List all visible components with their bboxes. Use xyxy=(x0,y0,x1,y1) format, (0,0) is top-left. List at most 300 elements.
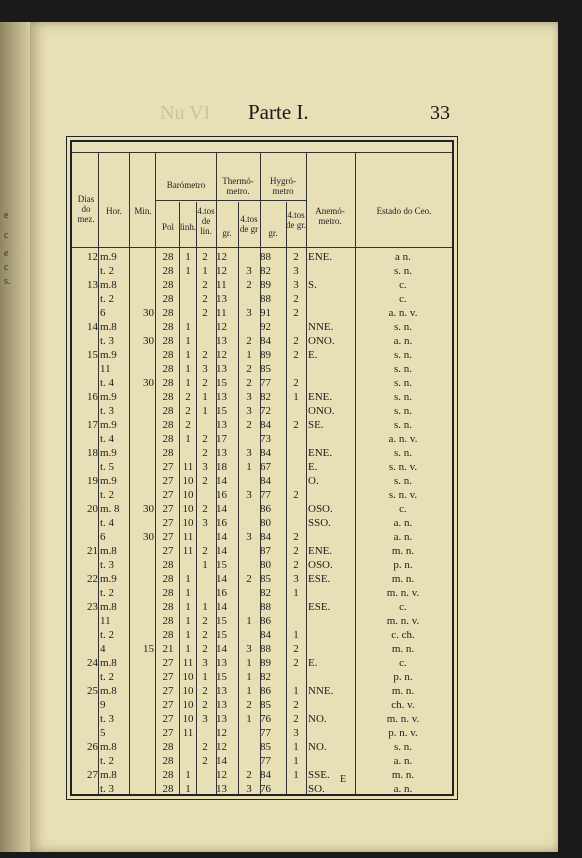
cell-pol: 27 xyxy=(162,727,174,739)
cell-hg: 77 xyxy=(260,755,271,767)
cell-pol: 28 xyxy=(162,293,174,305)
cell-hor: m.8 xyxy=(100,545,117,557)
cell-pol: 27 xyxy=(162,531,174,543)
cell-hg: 85 xyxy=(260,573,271,585)
cell-lin: 11 xyxy=(182,727,194,739)
cell-dia: 18 xyxy=(87,447,98,459)
cell-hor: t. 4 xyxy=(100,517,115,529)
cell-lin: 1 xyxy=(185,377,191,389)
cell-tg: 13 xyxy=(216,685,227,697)
cell-ce: m. n. xyxy=(391,685,415,697)
cell-hg: 84 xyxy=(260,447,271,459)
cell-ce: c. xyxy=(399,601,407,613)
cell-hq: 2 xyxy=(293,699,299,711)
cell-dia: 23 xyxy=(87,601,98,613)
cell-an: E. xyxy=(308,657,318,669)
cell-lin: 10 xyxy=(182,475,194,487)
cell-pol: 28 xyxy=(162,433,174,445)
cell-tg: 11 xyxy=(216,279,227,291)
cell-q1: 2 xyxy=(202,377,208,389)
cell-hq: 1 xyxy=(293,769,299,781)
cell-hor: m. 8 xyxy=(100,503,120,515)
cell-hor: m.8 xyxy=(100,769,117,781)
cell-ce: s. n. xyxy=(393,419,413,431)
cell-pol: 28 xyxy=(162,573,174,585)
cell-lin: 10 xyxy=(182,503,194,515)
cell-hor: 9 xyxy=(100,699,106,711)
cell-hg: 87 xyxy=(260,545,271,557)
cell-tg: 15 xyxy=(216,559,227,571)
cell-ce: c. xyxy=(399,279,407,291)
cell-q1: 2 xyxy=(202,475,208,487)
cell-q1: 2 xyxy=(202,279,208,291)
cell-tg: 13 xyxy=(216,657,227,669)
cell-min: 30 xyxy=(143,503,154,515)
cell-hg: 84 xyxy=(260,531,271,543)
cell-ce: m. n. xyxy=(391,573,415,585)
cell-hq: 2 xyxy=(293,531,299,543)
cell-lin: 1 xyxy=(185,335,191,347)
cell-q1: 2 xyxy=(202,699,208,711)
cell-tq: 2 xyxy=(246,769,252,781)
cell-ce: a. n. xyxy=(393,517,413,529)
cell-tg: 15 xyxy=(216,629,227,641)
cell-hg: 72 xyxy=(260,405,271,417)
cell-tg: 14 xyxy=(216,643,227,655)
cell-tq: 2 xyxy=(246,335,252,347)
cell-tg: 16 xyxy=(216,489,227,501)
cell-hq: 2 xyxy=(293,335,299,347)
cell-q1: 2 xyxy=(202,307,208,319)
cell-lin: 1 xyxy=(185,629,191,641)
header-top-rule xyxy=(72,152,452,153)
header-min: Min. xyxy=(134,206,152,216)
header-barometro: Barómetro xyxy=(166,180,206,190)
cell-hq: 1 xyxy=(293,587,299,599)
cell-hor: t. 3 xyxy=(100,559,115,571)
cell-lin: 1 xyxy=(185,643,191,655)
header-hygro-gr: gr. xyxy=(268,228,278,238)
book-page xyxy=(30,22,558,852)
cell-lin: 1 xyxy=(185,349,191,361)
cell-q1: 2 xyxy=(202,545,208,557)
cell-an: ENE. xyxy=(308,447,333,459)
cell-ce: m. n. v. xyxy=(386,615,420,627)
cell-hor: 11 xyxy=(100,615,111,627)
cell-an: E. xyxy=(308,349,318,361)
cell-tg: 13 xyxy=(216,335,227,347)
header-therm-gr: gr. xyxy=(222,228,232,238)
cell-hg: 86 xyxy=(260,503,271,515)
cell-lin: 1 xyxy=(185,601,191,613)
cell-hq: 1 xyxy=(293,741,299,753)
cell-hg: 88 xyxy=(260,643,271,655)
adjacent-page-edge xyxy=(0,22,30,852)
cell-pol: 27 xyxy=(162,545,174,557)
cell-lin: 10 xyxy=(182,517,194,529)
cell-hq: 2 xyxy=(293,307,299,319)
cell-q1: 2 xyxy=(202,629,208,641)
cell-an: ONO. xyxy=(308,405,335,417)
cell-hg: 77 xyxy=(260,377,271,389)
cell-tg: 14 xyxy=(216,601,227,613)
cell-tg: 14 xyxy=(216,755,227,767)
cell-hg: 73 xyxy=(260,433,271,445)
cell-pol: 28 xyxy=(162,615,174,627)
header-anemometro: Anemó-metro. xyxy=(315,206,345,226)
cell-min: 15 xyxy=(143,643,154,655)
cell-tg: 16 xyxy=(216,587,227,599)
cell-lin: 11 xyxy=(182,657,194,669)
cell-tg: 12 xyxy=(216,321,227,333)
cell-lin: 10 xyxy=(182,713,194,725)
cell-hor: m.9 xyxy=(100,573,117,585)
cell-ce: s. n. xyxy=(393,363,413,375)
cell-q1: 2 xyxy=(202,741,208,753)
cell-ce: s. n. xyxy=(393,447,413,459)
cell-dia: 15 xyxy=(87,349,98,361)
cell-lin: 11 xyxy=(182,545,194,557)
cell-an: NO. xyxy=(308,741,327,753)
cell-tg: 13 xyxy=(216,391,227,403)
cell-dia: 20 xyxy=(87,503,98,515)
cell-hor: m.8 xyxy=(100,657,117,669)
cell-hor: m.9 xyxy=(100,349,117,361)
cell-q1: 2 xyxy=(202,349,208,361)
cell-an: NNE. xyxy=(308,321,334,333)
cell-hq: 1 xyxy=(293,629,299,641)
cell-ce: m. n. v. xyxy=(386,713,420,725)
cell-an: ESE. xyxy=(308,573,331,585)
cell-hg: 84 xyxy=(260,769,271,781)
cell-tq: 1 xyxy=(246,349,252,361)
cell-hq: 2 xyxy=(293,545,299,557)
cell-q1: 2 xyxy=(202,433,208,445)
cell-min: 30 xyxy=(143,335,154,347)
cell-hor: t. 5 xyxy=(100,461,115,473)
cell-hq: 2 xyxy=(293,559,299,571)
cell-q1: 2 xyxy=(202,503,208,515)
cell-hor: m.8 xyxy=(100,601,117,613)
cell-hg: 77 xyxy=(260,489,271,501)
cell-tq: 1 xyxy=(246,461,252,473)
cell-ce: ch. v. xyxy=(391,699,415,711)
cell-ce: c. ch. xyxy=(391,629,415,641)
cell-dia: 12 xyxy=(87,251,98,263)
cell-pol: 28 xyxy=(162,405,174,417)
cell-ce: a. n. v. xyxy=(388,433,418,445)
cell-hq: 3 xyxy=(293,279,299,291)
cell-an: NO. xyxy=(308,713,327,725)
cell-pol: 27 xyxy=(162,475,174,487)
cell-an: SSE. xyxy=(308,769,330,781)
cell-hor: t. 2 xyxy=(100,629,115,641)
cell-q1: 2 xyxy=(202,293,208,305)
cell-ce: m. n. xyxy=(391,769,415,781)
cell-tq: 3 xyxy=(246,405,252,417)
cell-an: SSO. xyxy=(308,517,331,529)
cell-hor: t. 4 xyxy=(100,433,115,445)
cell-q1: 1 xyxy=(202,265,208,277)
cell-tg: 12 xyxy=(216,265,227,277)
cell-tg: 18 xyxy=(216,461,227,473)
cell-hq: 1 xyxy=(293,685,299,697)
cell-hq: 2 xyxy=(293,251,299,263)
header-linh: linh. xyxy=(179,222,197,232)
cell-hq: 3 xyxy=(293,573,299,585)
cell-hq: 2 xyxy=(293,293,299,305)
cell-lin: 1 xyxy=(185,587,191,599)
cell-tg: 12 xyxy=(216,251,227,263)
cell-hor: t. 2 xyxy=(100,671,115,683)
cell-tg: 12 xyxy=(216,769,227,781)
cell-dia: 22 xyxy=(87,573,98,585)
cell-pol: 28 xyxy=(162,265,174,277)
cell-ce: s. n. v. xyxy=(388,461,418,473)
header-pol: Pol xyxy=(161,222,174,232)
cell-hg: 89 xyxy=(260,349,271,361)
cell-tg: 13 xyxy=(216,783,227,795)
cell-tg: 14 xyxy=(216,545,227,557)
cell-tg: 14 xyxy=(216,503,227,515)
cell-pol: 28 xyxy=(162,755,174,767)
cell-tg: 13 xyxy=(216,699,227,711)
cell-pol: 28 xyxy=(162,335,174,347)
cell-hg: 92 xyxy=(260,321,271,333)
cell-hq: 1 xyxy=(293,391,299,403)
cell-ce: s. n. v. xyxy=(388,489,418,501)
cell-pol: 28 xyxy=(162,601,174,613)
cell-hor: m.9 xyxy=(100,475,117,487)
cell-min: 30 xyxy=(143,531,154,543)
cell-hor: t. 2 xyxy=(100,293,115,305)
cell-hor: t. 4 xyxy=(100,377,115,389)
cell-hor: m.9 xyxy=(100,419,117,431)
cell-hq: 3 xyxy=(293,265,299,277)
cell-hor: m.8 xyxy=(100,321,117,333)
cell-ce: a. n. v. xyxy=(388,307,418,319)
header-thermometro: Thermó-metro. xyxy=(222,176,254,196)
cell-q1: 2 xyxy=(202,615,208,627)
cell-ce: c. xyxy=(399,293,407,305)
cell-q1: 2 xyxy=(202,251,208,263)
cell-hg: 85 xyxy=(260,741,271,753)
cell-pol: 27 xyxy=(162,461,174,473)
cell-tq: 2 xyxy=(246,279,252,291)
cell-pol: 28 xyxy=(162,307,174,319)
cell-pol: 28 xyxy=(162,363,174,375)
cell-hg: 84 xyxy=(260,419,271,431)
cell-an: ESE. xyxy=(308,601,331,613)
cell-lin: 1 xyxy=(185,265,191,277)
cell-hg: 91 xyxy=(260,307,271,319)
cell-lin: 10 xyxy=(182,671,194,683)
edge-letter: c xyxy=(4,230,9,241)
cell-pol: 27 xyxy=(162,489,174,501)
cell-ce: a. n. xyxy=(393,531,413,543)
cell-an: O. xyxy=(308,475,319,487)
cell-hg: 80 xyxy=(260,517,271,529)
edge-letter: c xyxy=(4,262,9,273)
cell-hq: 2 xyxy=(293,349,299,361)
cell-hor: t. 3 xyxy=(100,783,115,795)
cell-tq: 3 xyxy=(246,391,252,403)
cell-ce: s. n. xyxy=(393,391,413,403)
cell-hg: 84 xyxy=(260,629,271,641)
cell-hg: 82 xyxy=(260,391,271,403)
cell-tg: 17 xyxy=(216,433,227,445)
cell-pol: 21 xyxy=(162,643,174,655)
cell-tq: 2 xyxy=(246,573,252,585)
cell-hor: m.9 xyxy=(100,447,117,459)
cell-ce: s. n. xyxy=(393,741,413,753)
cell-pol: 28 xyxy=(162,587,174,599)
cell-an: SE. xyxy=(308,419,324,431)
cell-ce: c. xyxy=(399,657,407,669)
cell-dia: 13 xyxy=(87,279,98,291)
cell-tq: 3 xyxy=(246,531,252,543)
cell-pol: 28 xyxy=(162,559,174,571)
page-number: 33 xyxy=(430,102,450,124)
header-hygrometro: Hygró-metro xyxy=(270,176,296,196)
cell-ce: m. n. v. xyxy=(386,587,420,599)
cell-hg: 82 xyxy=(260,265,271,277)
cell-tq: 3 xyxy=(246,643,252,655)
cell-pol: 27 xyxy=(162,699,174,711)
cell-tg: 15 xyxy=(216,377,227,389)
cell-an: ENE. xyxy=(308,391,333,403)
cell-pol: 28 xyxy=(162,391,174,403)
cell-tg: 13 xyxy=(216,447,227,459)
cell-min: 30 xyxy=(143,307,154,319)
cell-pol: 27 xyxy=(162,713,174,725)
cell-hg: 85 xyxy=(260,363,271,375)
cell-lin: 1 xyxy=(185,783,191,795)
cell-an: SO. xyxy=(308,783,325,795)
cell-hg: 86 xyxy=(260,615,271,627)
cell-hor: t. 2 xyxy=(100,587,115,599)
cell-lin: 1 xyxy=(185,433,191,445)
signature-mark: E xyxy=(340,774,347,785)
cell-pol: 28 xyxy=(162,629,174,641)
cell-tq: 3 xyxy=(246,307,252,319)
header-mid-rule xyxy=(155,200,306,201)
header-estado: Estado do Ceo. xyxy=(376,206,432,216)
cell-hor: 5 xyxy=(100,727,106,739)
cell-pol: 27 xyxy=(162,517,174,529)
page-title: Parte I. xyxy=(248,100,309,124)
cell-pol: 27 xyxy=(162,685,174,697)
cell-pol: 27 xyxy=(162,503,174,515)
cell-hq: 2 xyxy=(293,419,299,431)
cell-hg: 85 xyxy=(260,699,271,711)
cell-ce: m. n. xyxy=(391,545,415,557)
cell-tq: 1 xyxy=(246,615,252,627)
bleed-through-text: Nu VI xyxy=(160,102,211,124)
cell-hq: 2 xyxy=(293,657,299,669)
cell-tg: 13 xyxy=(216,419,227,431)
cell-hg: 82 xyxy=(260,671,271,683)
cell-pol: 28 xyxy=(162,251,174,263)
cell-ce: a n. xyxy=(395,251,411,263)
cell-dia: 16 xyxy=(87,391,98,403)
cell-ce: a. n. xyxy=(393,335,413,347)
header-hor: Hor. xyxy=(106,206,122,216)
cell-an: NNE. xyxy=(308,685,334,697)
cell-ce: a. n. xyxy=(393,755,413,767)
cell-hor: t. 3 xyxy=(100,713,115,725)
cell-lin: 10 xyxy=(182,699,194,711)
cell-pol: 27 xyxy=(162,657,174,669)
cell-q1: 1 xyxy=(202,601,208,613)
cell-hg: 77 xyxy=(260,727,271,739)
cell-tg: 14 xyxy=(216,475,227,487)
cell-q1: 2 xyxy=(202,447,208,459)
cell-tg: 12 xyxy=(216,741,227,753)
cell-hor: t. 3 xyxy=(100,335,115,347)
cell-tg: 13 xyxy=(216,363,227,375)
edge-letter: e xyxy=(4,210,9,221)
cell-q1: 3 xyxy=(202,657,208,669)
cell-lin: 1 xyxy=(185,321,191,333)
cell-hor: m.8 xyxy=(100,279,117,291)
cell-tq: 2 xyxy=(246,363,252,375)
cell-ce: s. n. xyxy=(393,405,413,417)
cell-lin: 1 xyxy=(185,615,191,627)
cell-tq: 1 xyxy=(246,671,252,683)
cell-ce: p. n. v. xyxy=(388,727,418,739)
cell-dia: 14 xyxy=(87,321,98,333)
cell-hg: 89 xyxy=(260,657,271,669)
cell-hor: m.9 xyxy=(100,251,117,263)
cell-dia: 26 xyxy=(87,741,98,753)
cell-pol: 28 xyxy=(162,279,174,291)
cell-hg: 89 xyxy=(260,279,271,291)
cell-hor: m.9 xyxy=(100,391,117,403)
cell-lin: 1 xyxy=(185,363,191,375)
cell-q1: 1 xyxy=(202,559,208,571)
cell-hg: 84 xyxy=(260,475,271,487)
cell-tg: 15 xyxy=(216,615,227,627)
cell-hg: 82 xyxy=(260,587,271,599)
cell-dia: 19 xyxy=(87,475,98,487)
cell-pol: 28 xyxy=(162,349,174,361)
cell-hor: 4 xyxy=(100,643,106,655)
cell-hor: t. 2 xyxy=(100,265,115,277)
cell-ce: s. n. xyxy=(393,377,413,389)
cell-hq: 2 xyxy=(293,489,299,501)
cell-q1: 2 xyxy=(202,643,208,655)
cell-tg: 11 xyxy=(216,307,227,319)
cell-q1: 2 xyxy=(202,685,208,697)
cell-an: ONO. xyxy=(308,335,335,347)
cell-hq: 1 xyxy=(293,755,299,767)
cell-hq: 3 xyxy=(293,727,299,739)
cell-hq: 2 xyxy=(293,377,299,389)
cell-hg: 88 xyxy=(260,251,271,263)
cell-min: 30 xyxy=(143,377,154,389)
cell-pol: 27 xyxy=(162,671,174,683)
cell-dia: 27 xyxy=(87,769,98,781)
cell-an: ENE. xyxy=(308,545,333,557)
cell-tg: 15 xyxy=(216,405,227,417)
cell-hg: 88 xyxy=(260,293,271,305)
cell-lin: 2 xyxy=(185,419,191,431)
cell-tq: 1 xyxy=(246,713,252,725)
cell-ce: p. n. xyxy=(393,559,413,571)
cell-lin: 1 xyxy=(185,573,191,585)
cell-tg: 12 xyxy=(216,727,227,739)
